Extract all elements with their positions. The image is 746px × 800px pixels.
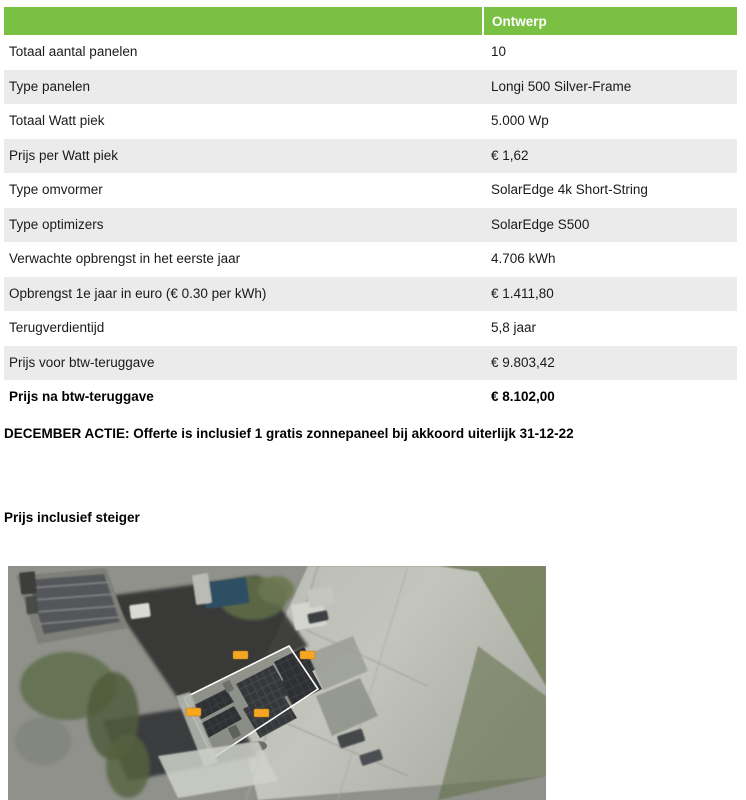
table-row bbox=[4, 208, 737, 243]
row-label: Prijs per Watt piek bbox=[9, 147, 119, 163]
specification-table bbox=[4, 7, 737, 415]
row-value: 5.000 Wp bbox=[491, 113, 549, 129]
row-label: Terugverdientijd bbox=[9, 320, 105, 336]
row-label: Opbrengst 1e jaar in euro (€ 0.30 per kWh) bbox=[9, 285, 267, 301]
table-row bbox=[4, 139, 737, 174]
promo-note: DECEMBER ACTIE: Offerte is inclusief 1 gratis zonnepaneel bij akkoord uiterlijk 31-12-22 bbox=[4, 426, 574, 441]
row-value: € 1.411,80 bbox=[491, 285, 554, 301]
marker-bottom-right[interactable] bbox=[254, 709, 269, 717]
row-label: Type optimizers bbox=[9, 216, 104, 232]
table-header-row bbox=[4, 7, 737, 35]
row-value: SolarEdge S500 bbox=[491, 216, 590, 232]
row-label: Verwachte opbrengst in het eerste jaar bbox=[9, 251, 241, 267]
table-row bbox=[4, 311, 737, 346]
row-value: 10 bbox=[491, 44, 507, 60]
row-label: Totaal aantal panelen bbox=[9, 44, 138, 60]
row-value: 5,8 jaar bbox=[491, 320, 537, 336]
row-label: Type panelen bbox=[9, 78, 91, 94]
table-row bbox=[4, 173, 737, 208]
table-row bbox=[4, 70, 737, 105]
table-row bbox=[4, 346, 737, 381]
marker-top-right[interactable] bbox=[300, 651, 315, 659]
marker-top-left[interactable] bbox=[233, 651, 248, 659]
table-row bbox=[4, 277, 737, 312]
table-row bbox=[4, 242, 737, 277]
row-value: € 8.102,00 bbox=[491, 389, 555, 405]
row-label: Prijs na btw-teruggave bbox=[9, 389, 154, 405]
row-label: Prijs voor btw-teruggave bbox=[9, 354, 155, 370]
row-label: Totaal Watt piek bbox=[9, 113, 105, 129]
row-value: SolarEdge 4k Short-String bbox=[491, 182, 648, 198]
table-row bbox=[4, 35, 737, 70]
row-value: € 9.803,42 bbox=[491, 354, 555, 370]
table-header-label-cell bbox=[4, 7, 483, 35]
aerial-roof-photo bbox=[8, 566, 546, 800]
row-value: 4.706 kWh bbox=[491, 251, 556, 267]
aerial-photo-svg bbox=[8, 566, 546, 800]
marker-bottom-left[interactable] bbox=[186, 708, 201, 716]
table-row bbox=[4, 104, 737, 139]
table-body bbox=[4, 35, 737, 415]
table-row bbox=[4, 380, 737, 415]
scaffolding-note: Prijs inclusief steiger bbox=[4, 510, 140, 525]
table-header-value-cell: Ontwerp bbox=[483, 7, 737, 35]
table-header bbox=[4, 7, 737, 35]
row-value: Longi 500 Silver-Frame bbox=[491, 78, 632, 94]
row-label: Type omvormer bbox=[9, 182, 103, 198]
row-value: € 1,62 bbox=[491, 147, 529, 163]
